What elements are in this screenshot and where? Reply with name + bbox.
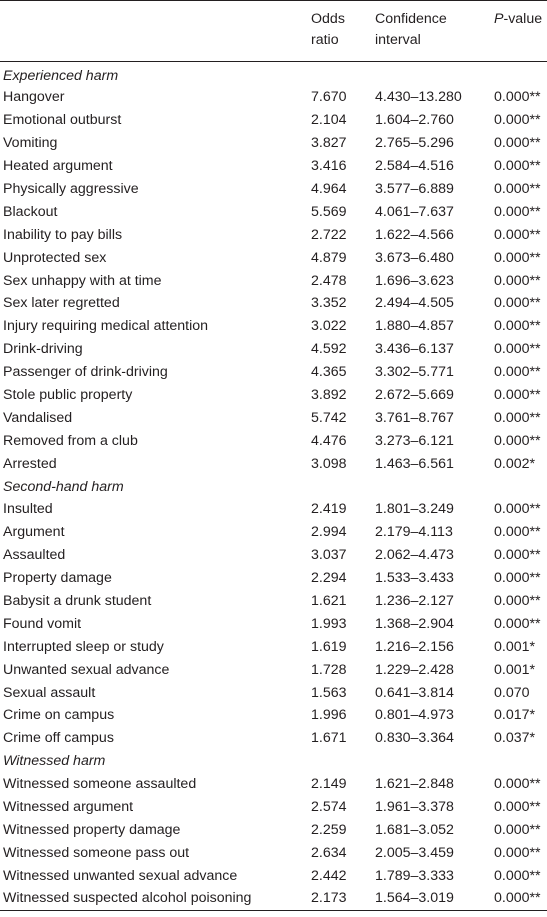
p-value-cell: 0.000**: [494, 432, 541, 449]
confidence-interval-cell: 1.564–3.019: [375, 890, 454, 907]
section-title: Witnessed harm: [3, 753, 106, 770]
harm-label: Crime off campus: [3, 730, 114, 747]
table-row: [0, 841, 547, 864]
p-value-cell: 0.001*: [494, 638, 536, 655]
harm-label: Arrested: [3, 455, 57, 472]
p-value-cell: 0.000**: [494, 799, 541, 816]
p-value-cell: 0.000**: [494, 135, 541, 152]
confidence-interval-cell: 1.368–2.904: [375, 615, 454, 632]
table-row: [0, 521, 547, 544]
odds-ratio-cell: 7.670: [311, 89, 347, 106]
odds-ratio-cell: 4.365: [311, 364, 347, 381]
harm-label: Witnessed suspected alcohol poisoning: [3, 890, 252, 907]
p-value-cell: 0.000**: [494, 272, 541, 289]
odds-ratio-cell: 2.478: [311, 272, 347, 289]
confidence-interval-cell: 0.641–3.814: [375, 684, 454, 701]
p-value-cell: 0.000**: [494, 593, 541, 610]
table-row: [0, 109, 547, 132]
harm-label: Witnessed unwanted sexual advance: [3, 867, 238, 884]
section-row: [0, 62, 547, 87]
odds-ratio-cell: 4.476: [311, 432, 347, 449]
header-odds-ratio: [311, 1, 375, 62]
p-value-cell: 0.000**: [494, 249, 541, 266]
p-value-cell: 0.070: [494, 684, 530, 701]
confidence-interval-cell: 3.673–6.480: [375, 249, 454, 266]
harm-label: Sex unhappy with at time: [3, 272, 162, 289]
odds-ratio-cell: 2.419: [311, 501, 347, 518]
table-row: [0, 292, 547, 315]
harm-label: Physically aggressive: [3, 181, 139, 197]
p-value-cell: 0.000**: [494, 844, 541, 861]
section-title: Experienced harm: [3, 68, 119, 84]
table-row: [0, 200, 547, 223]
confidence-interval-cell: 2.584–4.516: [375, 158, 454, 175]
p-value-cell: 0.000**: [494, 867, 541, 884]
header-p-rest: -value: [503, 11, 543, 27]
odds-ratio-cell: 1.996: [311, 707, 347, 724]
p-value-cell: 0.000**: [494, 226, 541, 243]
confidence-interval-cell: 3.302–5.771: [375, 364, 454, 381]
odds-ratio-cell: 2.259: [311, 821, 347, 838]
odds-ratio-cell: 1.621: [311, 593, 347, 610]
table-row: [0, 246, 547, 269]
harm-label: Blackout: [3, 203, 58, 220]
confidence-interval-cell: 1.880–4.857: [375, 318, 454, 335]
p-value-cell: 0.000**: [494, 890, 541, 907]
p-value-cell: 0.000**: [494, 387, 541, 404]
odds-ratio-cell: 3.098: [311, 455, 347, 472]
p-value-cell: 0.000**: [494, 341, 541, 358]
confidence-interval-cell: 2.179–4.113: [375, 524, 453, 541]
table-row: [0, 315, 547, 338]
table-row: [0, 681, 547, 704]
harm-label: Witnessed property damage: [3, 821, 181, 838]
header-odds-ratio-line2: ratio: [311, 32, 339, 48]
odds-ratio-cell: 1.728: [311, 661, 347, 678]
p-value-cell: 0.000**: [494, 821, 541, 838]
p-value-cell: 0.001*: [494, 661, 536, 678]
confidence-interval-cell: 0.830–3.364: [375, 730, 454, 747]
p-value-cell: 0.000**: [494, 203, 541, 220]
odds-ratio-cell: 3.037: [311, 547, 347, 564]
table-body: [0, 62, 547, 911]
harm-label: Interrupted sleep or study: [3, 638, 164, 655]
confidence-interval-cell: 1.621–2.848: [375, 776, 454, 793]
p-value-cell: 0.000**: [494, 547, 541, 564]
harm-label: Inability to pay bills: [3, 226, 123, 243]
table-header: [0, 1, 547, 62]
confidence-interval-cell: 1.961–3.378: [375, 799, 454, 816]
odds-ratio-cell: 3.416: [311, 158, 347, 175]
harm-label: Unwanted sexual advance: [3, 661, 170, 678]
table-row: [0, 567, 547, 590]
table-row: [0, 498, 547, 521]
p-value-cell: 0.000**: [494, 615, 541, 632]
odds-ratio-cell: 3.022: [311, 318, 347, 335]
confidence-interval-cell: 1.236–2.127: [375, 593, 454, 610]
header-confidence-interval: [375, 1, 494, 62]
odds-ratio-cell: 1.619: [311, 638, 347, 655]
odds-ratio-cell: 2.634: [311, 844, 347, 861]
confidence-interval-cell: 4.061–7.637: [375, 203, 454, 220]
table-row: [0, 887, 547, 910]
p-value-cell: 0.000**: [494, 501, 541, 518]
section-row: [0, 475, 547, 498]
p-value-cell: 0.000**: [494, 318, 541, 335]
p-value-cell: 0.000**: [494, 295, 541, 312]
confidence-interval-cell: 2.765–5.296: [375, 135, 454, 152]
odds-ratio-cell: 3.892: [311, 387, 347, 404]
odds-ratio-cell: 2.722: [311, 226, 347, 243]
table-row: [0, 612, 547, 635]
header-odds-ratio-line1: Odds: [311, 11, 345, 27]
table-row: [0, 452, 547, 475]
confidence-interval-cell: 1.463–6.561: [375, 455, 454, 472]
confidence-interval-cell: 1.622–4.566: [375, 226, 454, 243]
p-value-cell: 0.000**: [494, 776, 541, 793]
table-row: [0, 773, 547, 796]
confidence-interval-cell: 2.494–4.505: [375, 295, 454, 312]
confidence-interval-cell: 3.761–8.767: [375, 409, 454, 426]
section-title: Second-hand harm: [3, 478, 124, 495]
confidence-interval-cell: 1.696–3.623: [375, 272, 454, 289]
table-row: [0, 429, 547, 452]
p-value-cell: 0.002*: [494, 455, 536, 472]
table-row: [0, 590, 547, 613]
table-row: [0, 544, 547, 567]
odds-ratio-cell: 2.104: [311, 112, 347, 129]
confidence-interval-cell: 1.229–2.428: [375, 661, 454, 678]
harm-label: Witnessed someone pass out: [3, 844, 190, 861]
table-row: [0, 796, 547, 819]
harm-label: Assaulted: [3, 547, 66, 564]
harm-label: Babysit a drunk student: [3, 593, 152, 610]
p-value-cell: 0.000**: [494, 158, 541, 175]
harm-label: Removed from a club: [3, 432, 138, 449]
odds-ratio-cell: 5.569: [311, 203, 347, 220]
harm-label: Stole public property: [3, 387, 133, 404]
p-value-cell: 0.000**: [494, 524, 541, 541]
table-row: [0, 269, 547, 292]
odds-ratio-cell: 1.563: [311, 684, 347, 701]
confidence-interval-cell: 2.672–5.669: [375, 387, 454, 404]
harm-label: Drink-driving: [3, 341, 83, 358]
harm-label: Crime on campus: [3, 707, 115, 724]
confidence-interval-cell: 1.681–3.052: [375, 821, 454, 838]
harm-label: Vandalised: [3, 409, 73, 426]
table-row: [0, 178, 547, 201]
odds-ratio-cell: 2.994: [311, 524, 347, 541]
odds-ratio-cell: 4.592: [311, 341, 347, 358]
odds-ratio-cell: 4.879: [311, 249, 347, 266]
confidence-interval-cell: 3.273–6.121: [375, 432, 454, 449]
harm-label: Sex later regretted: [3, 295, 120, 312]
p-value-cell: 0.037*: [494, 730, 536, 747]
harm-label: Witnessed someone assaulted: [3, 776, 197, 793]
table-row: [0, 155, 547, 178]
harm-label: Found vomit: [3, 615, 82, 632]
odds-ratio-cell: 2.149: [311, 776, 347, 793]
header-ci-line1: Confidence: [375, 11, 447, 27]
odds-ratio-cell: 1.671: [311, 730, 347, 747]
p-value-cell: 0.000**: [494, 89, 541, 106]
confidence-interval-cell: 1.801–3.249: [375, 501, 454, 518]
table-row: [0, 384, 547, 407]
confidence-interval-cell: 3.577–6.889: [375, 181, 454, 197]
harm-label: Sexual assault: [3, 684, 96, 701]
confidence-interval-cell: 1.216–2.156: [375, 638, 454, 655]
p-value-cell: 0.000**: [494, 570, 541, 587]
section-row: [0, 750, 547, 773]
p-value-cell: 0.000**: [494, 181, 541, 197]
table-row: [0, 338, 547, 361]
confidence-interval-cell: 1.789–3.333: [375, 867, 454, 884]
odds-ratio-cell: 1.993: [311, 615, 347, 632]
header-ci-line2: interval: [375, 32, 421, 48]
p-value-cell: 0.000**: [494, 364, 541, 381]
odds-ratio-cell: 2.294: [311, 570, 347, 587]
table-row: [0, 132, 547, 155]
odds-ratio-cell: 3.352: [311, 295, 347, 312]
header-p-value: [494, 1, 547, 62]
odds-ratio-cell: 2.442: [311, 867, 347, 884]
table-row: [0, 223, 547, 246]
table-row: [0, 361, 547, 384]
harm-label: Hangover: [3, 89, 65, 106]
table-row: [0, 86, 547, 109]
harm-label: Emotional outburst: [3, 112, 122, 129]
p-value-cell: 0.000**: [494, 112, 541, 129]
harm-label: Vomiting: [3, 135, 58, 152]
harm-label: Injury requiring medical attention: [3, 318, 209, 335]
harm-label: Heated argument: [3, 158, 113, 175]
confidence-interval-cell: 2.062–4.473: [375, 547, 454, 564]
table-row: [0, 658, 547, 681]
table-row: [0, 406, 547, 429]
harm-label: Passenger of drink-driving: [3, 364, 168, 381]
p-value-cell: 0.000**: [494, 409, 541, 426]
confidence-interval-cell: 4.430–13.280: [375, 89, 462, 106]
table-row: [0, 819, 547, 842]
table-row: [0, 704, 547, 727]
p-value-cell: 0.017*: [494, 707, 536, 724]
odds-ratio-cell: 4.964: [311, 181, 347, 197]
odds-ratio-cell: 2.173: [311, 890, 347, 907]
harm-label: Unprotected sex: [3, 249, 107, 266]
odds-ratio-cell: 3.827: [311, 135, 347, 152]
table-row: [0, 864, 547, 887]
confidence-interval-cell: 1.533–3.433: [375, 570, 454, 587]
confidence-interval-cell: 1.604–2.760: [375, 112, 454, 129]
confidence-interval-cell: 0.801–4.973: [375, 707, 454, 724]
table-row: [0, 727, 547, 750]
confidence-interval-cell: 2.005–3.459: [375, 844, 454, 861]
table-row: [0, 635, 547, 658]
header-p-italic: P: [494, 11, 504, 27]
odds-ratio-cell: 2.574: [311, 799, 347, 816]
harm-label: Argument: [3, 524, 65, 541]
header-harm-type: [0, 1, 311, 62]
harm-label: Insulted: [3, 501, 53, 518]
harm-label: Witnessed argument: [3, 799, 134, 816]
harm-label: Property damage: [3, 570, 112, 587]
odds-ratio-cell: 5.742: [311, 409, 347, 426]
confidence-interval-cell: 3.436–6.137: [375, 341, 454, 358]
